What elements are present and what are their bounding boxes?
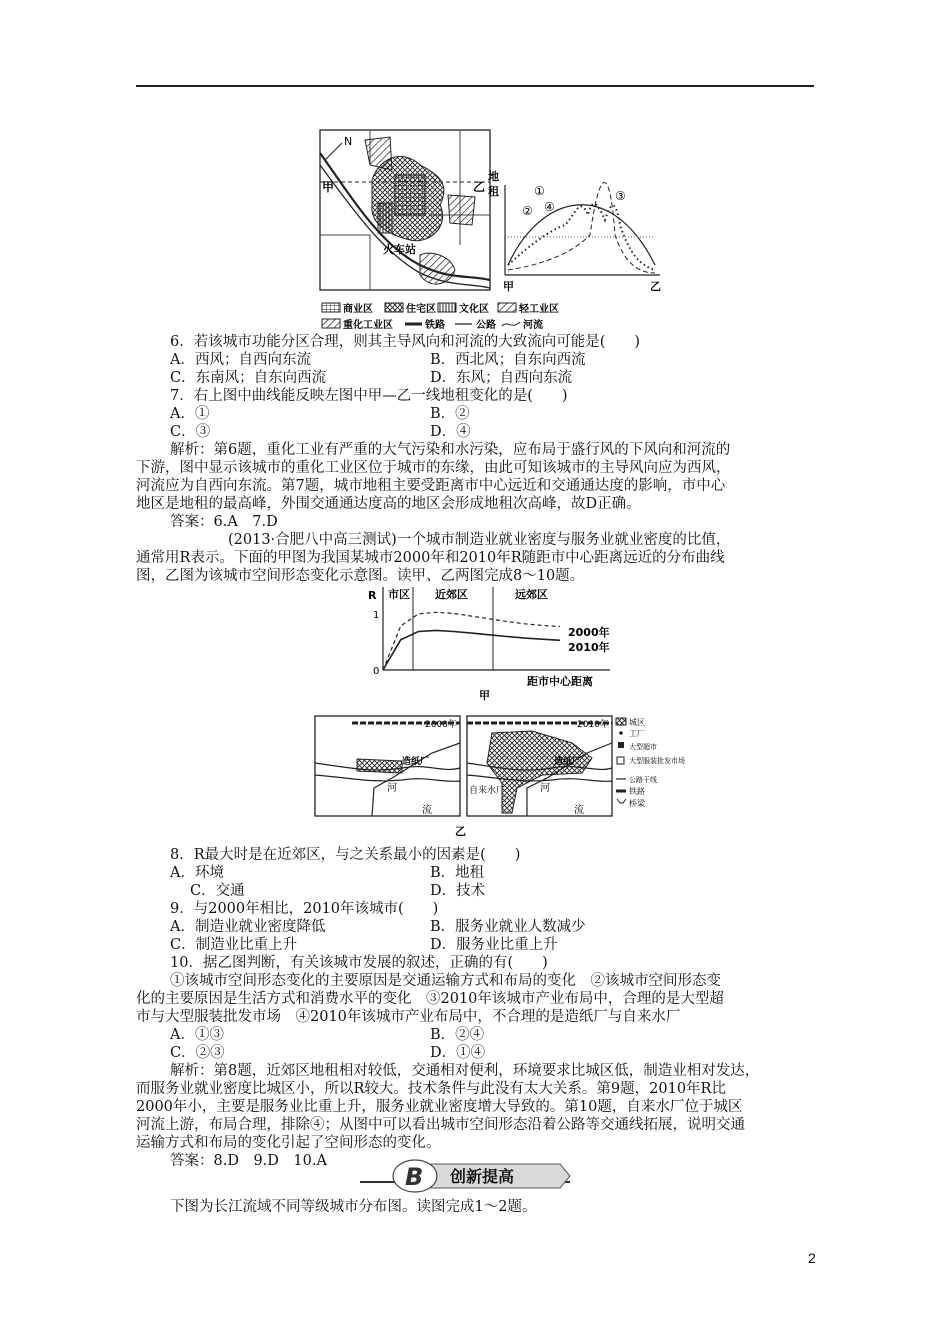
chart-xlabel: 距市中心距离 — [527, 675, 593, 688]
ytick-0: 0 — [373, 666, 380, 677]
q7-option-d: D．④ — [430, 424, 471, 440]
river-char-left-1: 河 — [387, 783, 397, 794]
year-label-2010: 2010年 — [577, 720, 609, 730]
q10-option-d: D．①④ — [430, 1045, 486, 1061]
north-label: N — [344, 135, 353, 148]
analysis-b-line-1: 解析：第8题，近郊区地租相对较低，交通相对便利，环境要求比城区低，制造业相对发达， — [170, 1063, 760, 1079]
q6-option-a: A．西风；自西向东流 — [170, 352, 311, 368]
q9-stem: 9．与2000年相比，2010年该城市( ) — [170, 901, 439, 917]
q9-option-d: D．服务业比重上升 — [430, 937, 558, 953]
legend-residential: 住宅区 — [406, 304, 436, 315]
q9-option-c: C．制造业比重上升 — [170, 937, 298, 953]
curve-3-label: ③ — [615, 189, 626, 203]
legend-commercial: 商业区 — [343, 304, 373, 315]
q7-stem: 7．右上图中曲线能反映左图中甲—乙一线地租变化的是( ) — [170, 388, 568, 404]
answer-b: 答案：8.D 9.D 10.A — [170, 1153, 327, 1169]
legend-factory: 工厂 — [629, 729, 645, 738]
legend-supermarket: 大型超市 — [629, 743, 657, 751]
q8-option-b: B．地租 — [430, 865, 485, 881]
analysis-b-line-2: 而服务业就业密度比城区小，所以R较大。技术条件与此没有太大关系。第9题，2010年R比 — [136, 1081, 726, 1097]
waterworks-label: 自来水厂 — [469, 786, 506, 796]
legend-light-industry: 轻工业区 — [519, 304, 559, 315]
graph-jia-label: 甲 — [503, 280, 514, 293]
legend-highway: 公路干线 — [629, 776, 657, 784]
q10-option-c: C．②③ — [170, 1045, 225, 1061]
factory-label-2000: 造纸厂 — [402, 757, 430, 767]
figure3-caption: 乙 — [455, 825, 466, 838]
city-change-maps — [312, 713, 685, 838]
section-banner — [360, 1158, 570, 1194]
q10-stem: 10．据乙图判断，有关该城市发展的叙述，正确的有( ) — [170, 955, 548, 971]
zone-label-urban: 市区 — [388, 588, 410, 601]
r-distance-chart — [365, 585, 625, 700]
analysis-a-line-2: 下游，图中显示该城市的重化工业区位于城市的东缘，由此可知该城市的主导风向应为西风， — [136, 460, 731, 476]
q10-stmt-line-3: 市与大型服装批发市场 ④2010年该城市产业布局中，不合理的是造纸厂与自来水厂 — [136, 1009, 681, 1025]
ytick-1: 1 — [373, 610, 380, 621]
curve-1-label: ① — [534, 184, 545, 198]
analysis-b-line-4: 河流上游，布局合理，排除④；从图中可以看出城市空间形态沿着公路等交通线拓展，说明交通 — [136, 1117, 745, 1133]
intro2-line-3: 图，乙图为该城市空间形态变化示意图。读甲、乙两图完成8～10题。 — [136, 568, 585, 584]
q10-option-a: A．①③ — [170, 1027, 224, 1043]
legend-cultural: 文化区 — [459, 304, 489, 315]
header-rule — [136, 85, 814, 87]
factory-label-2010: 造纸厂 — [554, 757, 582, 767]
intro2-line-1: (2013·合肥八中高三测试)一个城市制造业就业密度与服务业就业密度的比值， — [228, 532, 731, 548]
analysis-b-line-5: 运输方式和布局的变化引起了空间形态的变化。 — [136, 1135, 441, 1151]
q9-option-a: A．制造业就业密度降低 — [170, 919, 326, 935]
page-number: 2 — [808, 1250, 816, 1266]
curve-4-label: ④ — [544, 200, 555, 214]
analysis-a-line-4: 地区是地租的最高峰，外围交通通达度高的地区会形成地租次高峰，故D正确。 — [136, 496, 641, 512]
legend-bridge: 桥梁 — [629, 799, 645, 808]
final-text: 下图为长江流域不同等级城市分布图。读图完成1～2题。 — [170, 1199, 537, 1215]
analysis-a-line-3: 河流应为自西向东流。第7题，城市地租主要受距离市中心远近和交通通达度的影响，市中心 — [136, 478, 726, 494]
section-letter: B — [405, 1163, 424, 1191]
q9-option-b: B．服务业就业人数减少 — [430, 919, 586, 935]
legend-railway: 铁路 — [425, 320, 445, 331]
q7-option-b: B．② — [430, 406, 470, 422]
legend-urban: 城区 — [629, 718, 645, 727]
analysis-a-line-1: 解析：第6题，重化工业有严重的大气污染和水污染，应布局于盛行风的下风向和河流的 — [170, 442, 731, 458]
q6-option-b: B．西北风；自东向西流 — [430, 352, 586, 368]
q10-stmt-line-1: ①该城市空间形态变化的主要原因是交通运输方式和布局的变化 ②该城市空间形态变 — [170, 973, 721, 989]
map-yi-label: 乙 — [473, 180, 486, 194]
river-char-left-2: 流 — [422, 805, 432, 816]
q10-option-b: B．②④ — [430, 1027, 485, 1043]
q8-option-d: D．技术 — [430, 883, 486, 899]
graph-ylabel-2: 租 — [488, 185, 499, 198]
q8-stem: 8．R最大时是在近郊区，与之关系最小的因素是( ) — [170, 847, 521, 863]
series-2000-label: 2000年 — [568, 626, 610, 639]
legend-road: 公路 — [476, 320, 496, 331]
q6-option-d: D．东风；自西向东流 — [430, 370, 573, 386]
river-char-right-1: 河 — [540, 783, 550, 794]
river-char-right-2: 流 — [574, 805, 584, 816]
legend-heavy-industry: 重化工业区 — [343, 320, 393, 331]
intro2-line-2: 通常用R表示。下面的甲图为我国某城市2000年和2010年R随距市中心距离远近的分布曲线 — [136, 550, 725, 566]
figure-city-map — [310, 125, 660, 335]
station-label: 火车站 — [383, 243, 416, 256]
q7-option-a: A．① — [170, 406, 210, 422]
q10-stmt-line-2: 化的主要原因是生活方式和消费水平的变化 ③2010年该城市产业布局中，合理的是大型超 — [136, 991, 724, 1007]
chart-ylabel: R — [368, 589, 377, 602]
map-jia-label: 甲 — [322, 180, 335, 194]
q8-option-a: A．环境 — [170, 865, 224, 881]
legend-rail: 铁路 — [629, 787, 645, 796]
answer-a: 答案：6.A 7.D — [170, 514, 278, 530]
graph-ylabel-1: 地 — [488, 170, 499, 183]
graph-yi-label: 乙 — [650, 280, 661, 293]
legend-wholesale: 大型服装批发市场 — [629, 757, 685, 765]
zone-label-outer: 远郊区 — [515, 588, 548, 601]
legend-river: 河流 — [523, 320, 543, 331]
series-2010-label: 2010年 — [568, 641, 610, 654]
series-2000-line — [383, 612, 560, 670]
section-title: 创新提高 — [450, 1167, 515, 1186]
chart-title: 甲 — [479, 689, 490, 702]
zone-label-suburb: 近郊区 — [435, 588, 468, 601]
curve-2-label: ② — [522, 204, 533, 218]
q7-option-c: C．③ — [170, 424, 211, 440]
q6-option-c: C．东南风；自东向西流 — [170, 370, 327, 386]
q6-stem: 6．若该城市功能分区合理，则其主导风向和河流的大致流向可能是( ) — [170, 334, 641, 350]
analysis-b-line-3: 2000年小，主要是服务业比重上升，服务业就业密度增大导致的。第10题，自来水厂位于城区 — [136, 1099, 743, 1115]
year-label-2000: 2000年 — [425, 720, 457, 730]
series-2010-line — [383, 630, 560, 670]
q8-option-c: C．交通 — [190, 883, 245, 899]
